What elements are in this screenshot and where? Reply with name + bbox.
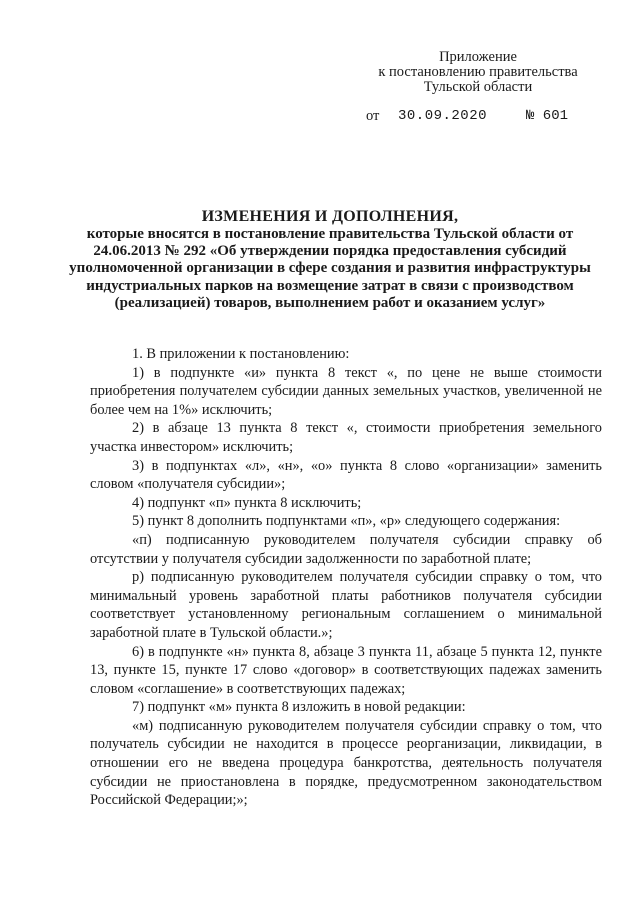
- appendix-line-3: Тульской области: [423, 79, 533, 95]
- paragraph: «м) подписанную руководителем получателя субсидии справку о том, что получатель субсидии не находится в процессе реорганизации, ликвидации, в отношении его не введена процедура банкротства, деятельность получателя субсидии не приостановлена в порядке, предусмотренном законодательством Российской Федерации;»;: [90, 717, 602, 809]
- title-block: [60, 207, 600, 312]
- paragraph: 5) пункт 8 дополнить подпунктами «п», «р» следующего содержания:: [132, 513, 561, 530]
- appendix-line-1: Приложение: [439, 49, 517, 65]
- paragraph: 3) в подпунктах «л», «н», «о» пункта 8 слово «организации» заменить словом «получателя субсидии»;: [90, 457, 602, 493]
- paragraph: 6) в подпункте «н» пункта 8, абзаце 3 пункта 11, абзаце 5 пункта 12, пункте 13, пункте 15, пункте 17 слово «договор» в соответствующих падежах заменить словом «соглашение» в соответствующих падежах;: [90, 643, 602, 697]
- paragraph: 2) в абзаце 13 пункта 8 текст «, стоимости приобретения земельного участка инвестором» исключить;: [90, 420, 602, 455]
- document-body: [90, 345, 602, 810]
- appendix-line-2: к постановлению правительства: [378, 64, 578, 80]
- paragraph: 7) подпункт «м» пункта 8 изложить в новой редакции:: [132, 699, 466, 716]
- paragraph: р) подписанную руководителем получателя субсидии справку о том, что минимальный уровень заработной платы работников получателя субсидии соответствует установленному региональным соглашением о минимальной заработной плате в Тульской области.»;: [90, 569, 602, 641]
- paragraph: «п) подписанную руководителем получателя субсидии справку об отсутствии у получателя субсидии задолженности по заработной плате;: [90, 531, 602, 567]
- paragraph: 1) в подпункте «и» пункта 8 текст «, по цене не выше стоимости приобретения получателем субсидии данных земельных участков, увеличенной не более чем на 1%» исключить;: [90, 364, 602, 418]
- document-date: 30.09.2020: [398, 108, 488, 124]
- paragraph: 4) подпункт «п» пункта 8 исключить;: [132, 494, 362, 511]
- appendix-block: [358, 50, 598, 95]
- title-subtitle: которые вносятся в постановление правительства Тульской области от 24.06.2013 № 292 «Об утверждении порядка предоставления субсидий уполномоченной организации в сфере создания и развития инфраструктуры индустриальных парков на возмещение затрат в связи с производством (реализацией) товаров, выполнением работ и оказанием услуг»: [69, 226, 591, 311]
- date-prefix: от: [366, 108, 380, 124]
- document-number: № 601: [526, 108, 569, 124]
- title-heading: ИЗМЕНЕНИЯ И ДОПОЛНЕНИЯ,: [201, 208, 459, 225]
- date-number-line: [366, 108, 606, 126]
- paragraph: 1. В приложении к постановлению:: [132, 346, 350, 362]
